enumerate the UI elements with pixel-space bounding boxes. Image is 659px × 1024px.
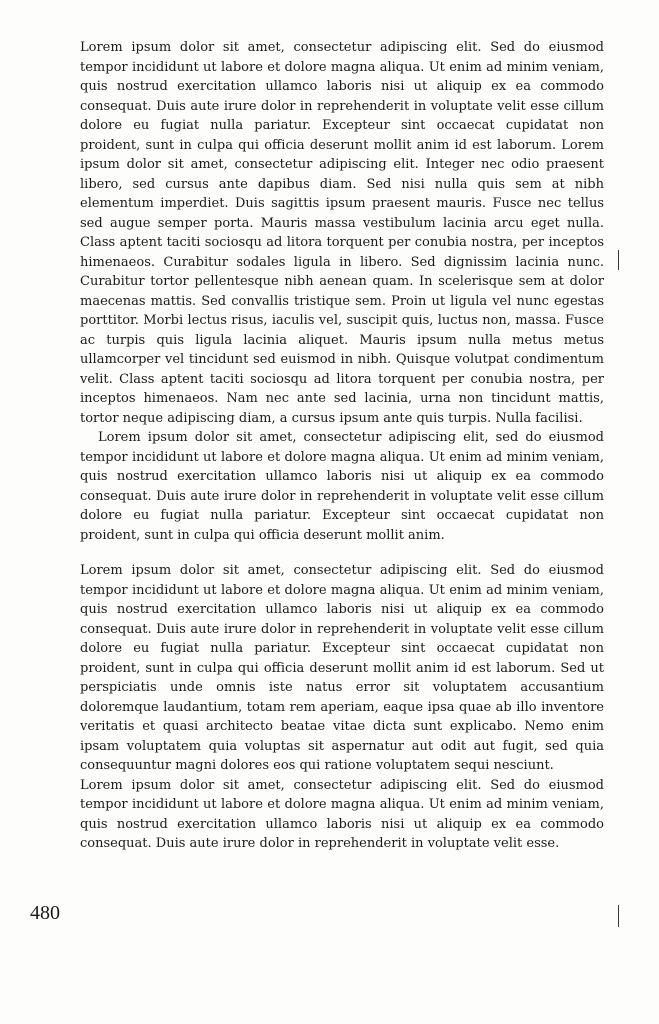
paragraph-4: Lorem ipsum dolor sit amet, consectetur adipiscing elit. Sed do eiusmod tempor incididunt ut labore et dolore magna aliqua. Ut enim ad minim veniam, quis nostrud exercitation ullamco laboris nisi ut aliquip ex ea commodo consequat. Duis aute irure dolor in reprehenderit in voluptate velit esse. [80, 777, 604, 851]
paragraph-3: Lorem ipsum dolor sit amet, consectetur adipiscing elit. Sed do eiusmod tempor incididunt ut labore et dolore magna aliqua. Ut enim ad minim veniam, quis nostrud exercitation ullamco laboris nisi ut aliquip ex ea commodo consequat. Duis aute irure dolor in reprehenderit in voluptate velit esse cillum dolore eu fugiat nulla pariatur. Excepteur sint occaecat cupidatat non proident, sunt in culpa qui officia deserunt mollit anim id est laborum. Sed ut perspiciatis unde omnis iste natus error sit voluptatem accusantium doloremque laudantium, totam rem aperiam, eaque ipsa quae ab illo inventore veritatis et quasi architecto beatae vitae dicta sunt explicabo. Nemo enim ipsam voluptatem quia voluptas sit aspernatur aut odit aut fugit, sed quia consequuntur magni dolores eos qui ratione voluptatem sequi nesciunt. [80, 563, 604, 773]
margin-mark [618, 250, 619, 270]
paragraph-1: Lorem ipsum dolor sit amet, consectetur adipiscing elit. Sed do eiusmod tempor incididunt ut labore et dolore magna aliqua. Ut enim ad minim veniam, quis nostrud exercitation ullamco laboris nisi ut aliquip ex ea commodo consequat. Duis aute irure dolor in reprehenderit in voluptate velit esse cillum dolore eu fugiat nulla pariatur. Excepteur sint occaecat cupidatat non proident, sunt in culpa qui officia deserunt mollit anim id est laborum. Lorem ipsum dolor sit amet, consectetur adipiscing elit. Integer nec odio praesent libero, sed cursus ante dapibus diam. Sed nisi nulla quis sem at nibh elementum imperdiet. Duis sagittis ipsum praesent mauris. Fusce nec tellus sed augue semper porta. Mauris massa vestibulum lacinia arcu eget nulla. Class aptent taciti sociosqu ad litora torquent per conubia nostra, per inceptos himenaeos. Curabitur sodales ligula in libero. Sed dignissim lacinia nunc. Curabitur tortor pellentesque nibh aenean quam. In scelerisque sem at dolor maecenas mattis. Sed convallis tristique sem. Proin ut ligula vel nunc egestas porttitor. Morbi lectus risus, iaculis vel, suscipit quis, luctus non, massa. Fusce ac turpis quis ligula lacinia aliquet. Mauris ipsum nulla metus metus ullamcorper vel tincidunt sed euismod in nibh. Quisque volutpat condimentum velit. Class aptent taciti sociosqu ad litora torquent per conubia nostra, per inceptos himenaeos. Nam nec ante sed lacinia, urna non tincidunt mattis, tortor neque adipiscing diam, a cursus ipsum ante quis turpis. Nulla facilisi. [80, 40, 604, 426]
body-text-column [80, 38, 604, 854]
margin-mark [618, 905, 619, 927]
paragraph-2: Lorem ipsum dolor sit amet, consectetur adipiscing elit, sed do eiusmod tempor incididunt ut labore et dolore magna aliqua. Ut enim ad minim veniam, quis nostrud exercitation ullamco laboris nisi ut aliquip ex ea commodo consequat. Duis aute irure dolor in reprehenderit in voluptate velit esse cillum dolore eu fugiat nulla pariatur. Excepteur sint occaecat cupidatat non proident, sunt in culpa qui officia deserunt mollit anim. [80, 430, 604, 543]
page-number: 480 [30, 902, 60, 924]
